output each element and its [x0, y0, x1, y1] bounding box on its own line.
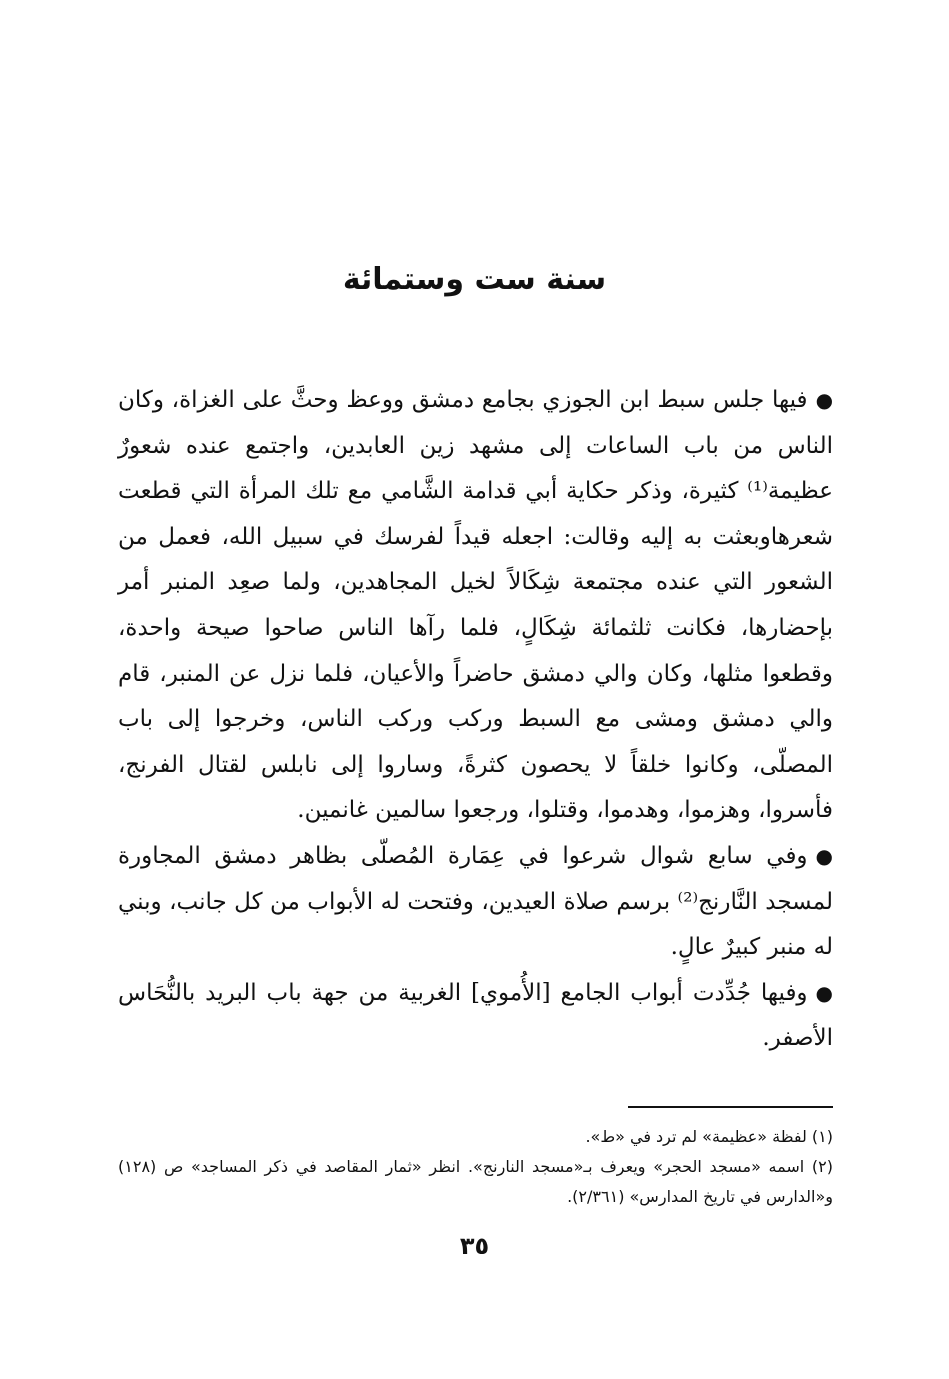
- footnote-2: (٢) اسمه «مسجد الحجر» ويعرف بـ«مسجد النارنج». انظر «ثمار المقاصد في ذكر المساجد» ص (١٢٨) و«الدارس في تاريخ المدارس» (٢/٣٦١).: [118, 1157, 833, 1206]
- paragraph-2: [118, 834, 833, 971]
- bullet-icon: ●: [815, 843, 833, 868]
- bullet-icon: ●: [815, 388, 834, 412]
- paragraph-text: وفيها جُدِّدت أبواب الجامع [الأُموي] الغربية من جهة باب البريد بالنُّحَاس الأصفر.: [118, 979, 833, 1052]
- paragraph-3: [118, 971, 833, 1062]
- footnote-divider: [628, 1106, 833, 1108]
- chapter-title: سنة ست وستمائة: [342, 262, 607, 297]
- main-text: [118, 378, 833, 1062]
- paragraph-text: فيها جلس سبط ابن الجوزي بجامع دمشق ووعظ وحثَّ على الغزاة، وكان الناس من باب الساعات إلى مشهد زين العابدين، واجتمع عنده شعورٌ عظيمة⁽¹⁾ كثيرة، وذكر حكاية أبي قدامة الشَّامي مع تلك المرأة التي قطعت شعرهاوبعثت به إليه وقالت: اجعله قيداً لفرسك في سبيل الله، فعمل من الشعور التي عنده مجتمعة شِكَالاً لخيل المجاهدين، ولما صعِد المنبر أمر بإحضارها، فكانت ثلثمائة شِكَالٍ، فلما رآها الناس صاحوا صيحة واحدة، وقطعوا مثلها، وكان والي دمشق حاضراً والأعيان، فلما نزل عن المنبر، قام والي دمشق ومشى مع السبط وركب وركب الناس، وخرجوا إلى باب المصلّى، وكانوا خلقاً لا يحصون كثرةً، وساروا إلى نابلس لقتال الفرنج، فأسروا، وهزموا، وهدموا، وقتلوا، ورجعوا سالمين غانمين.: [118, 387, 833, 824]
- footnote-1: (١) لفظة «عظيمة» لم ترد في «ط».: [585, 1127, 833, 1146]
- paragraph-1: [118, 378, 833, 834]
- page-number: ٣٥: [459, 1232, 490, 1260]
- bullet-icon: ●: [815, 980, 833, 1005]
- paragraph-text: وفي سابع شوال شرعوا في عِمَارة المُصلّى بظاهر دمشق المجاورة لمسجد النَّارنج⁽²⁾ برسم صلاة العيدين، وفتحت له الأبواب من كل جانب، وبني له منبر كبيرٌ عالٍ.: [118, 842, 833, 961]
- footnotes: [118, 1122, 833, 1212]
